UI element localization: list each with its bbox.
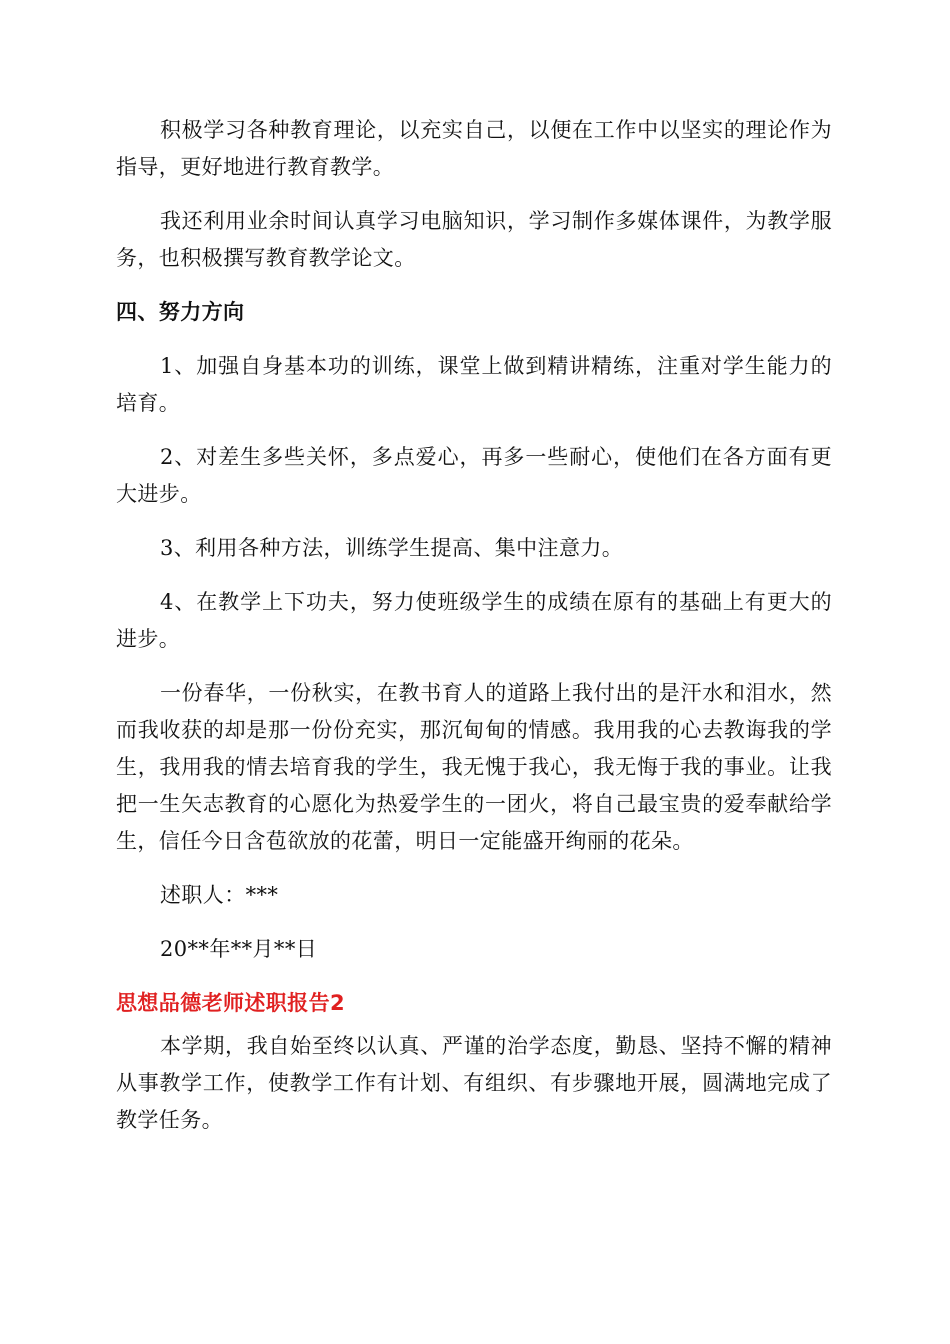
closing-paragraph: 一份春华，一份秋实，在教书育人的道路上我付出的是汗水和泪水，然而我收获的却是那一份份充实，那沉甸甸的情感。我用我的心去教诲我的学生，我用我的情去培育我的学生，我无愧于我心，我无悔于我的事业。让我把一生矢志教育的心愿化为热爱学生的一团火，将自己最宝贵的爱奉献给学生，信任今日含苞欲放的花蕾，明日一定能盛开绚丽的花朵。: [116, 681, 832, 853]
paragraph-theory-study: 积极学习各种教育理论，以充实自己，以便在工作中以坚实的理论作为指导，更好地进行教育教学。: [116, 118, 832, 179]
paragraph-computer-study: 我还利用业余时间认真学习电脑知识，学习制作多媒体课件，为教学服务，也积极撰写教育教学论文。: [116, 209, 832, 270]
list-item: 4、在教学上下功夫，努力使班级学生的成绩在原有的基础上有更大的进步。: [116, 590, 832, 651]
date-line: 20**年**月**日: [160, 937, 318, 961]
document-body: [116, 112, 832, 1156]
report-2-paragraph: 本学期，我自始至终以认真、严谨的治学态度，勤恳、坚持不懈的精神从事教学工作，使教学工作有计划、有组织、有步骤地开展，圆满地完成了教学任务。: [116, 1034, 832, 1132]
section-heading: 四、努力方向: [116, 300, 245, 324]
list-item: 2、对差生多些关怀，多点爱心，再多一些耐心，使他们在各方面有更大进步。: [116, 445, 832, 506]
list-item: 1、加强自身基本功的训练，课堂上做到精讲精练，注重对学生能力的培育。: [116, 354, 832, 415]
list-item: 3、利用各种方法，训练学生提高、集中注意力。: [160, 536, 624, 560]
report-2-title: 思想品德老师述职报告2: [116, 991, 346, 1015]
signature-line: 述职人：***: [160, 883, 279, 907]
